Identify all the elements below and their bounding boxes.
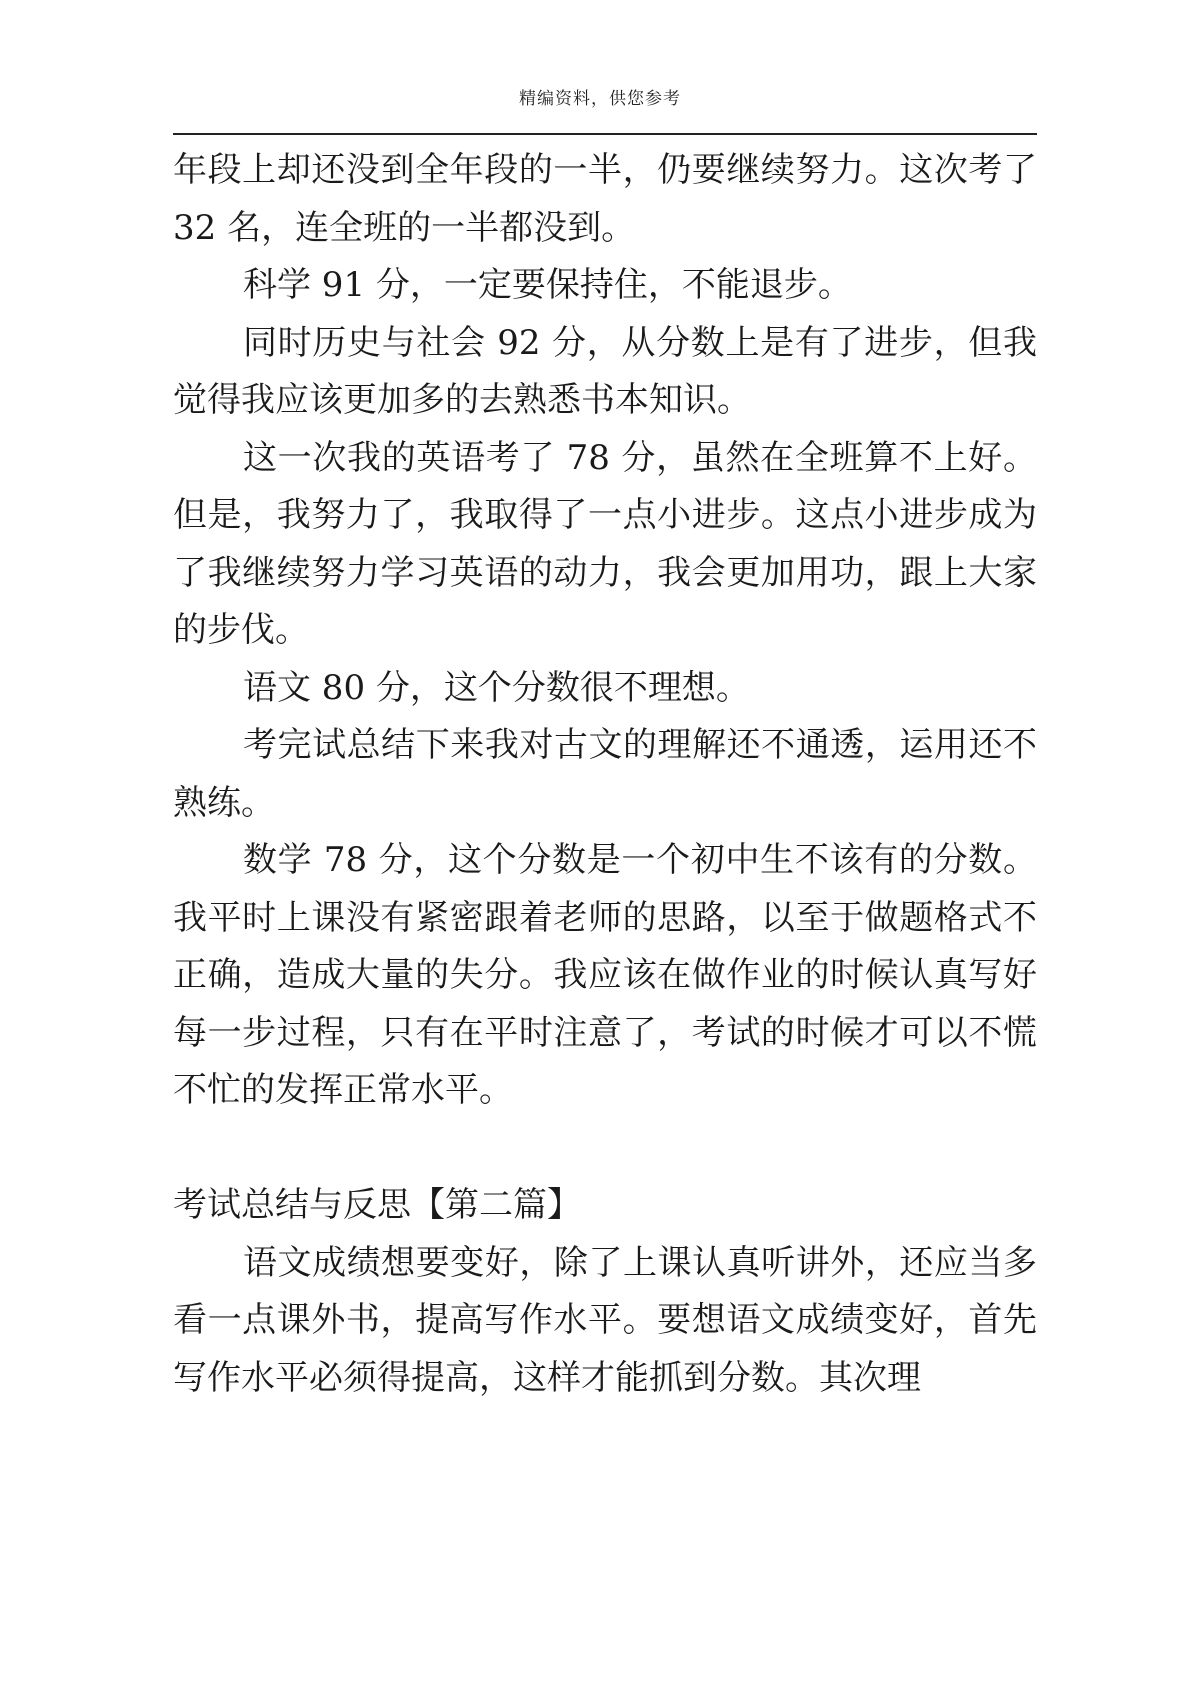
section-paragraph: 语文成绩想要变好，除了上课认真听讲外，还应当多看一点课外书，提高写作水平。要想语文成绩变好，首先写作水平必须得提高，这样才能抓到分数。其次理 <box>173 1242 1037 1398</box>
paragraph-history-society: 同时历史与社会 92 分，从分数上是有了进步，但我觉得我应该更加多的去熟悉书本知识。 <box>173 322 1037 420</box>
paragraph-continuation: 年段上却还没到全年段的一半，仍要继续努力。这次考了 32 名，连全班的一半都没到。 <box>173 150 1037 248</box>
paragraph-math: 数学 78 分，这个分数是一个初中生不该有的分数。我平时上课没有紧密跟着老师的思路，以至于做题格式不正确，造成大量的失分。我应该在做作业的时候认真写好每一步过程，只有在平时注意了，考试的时候才可以不慌不忙的发挥正常水平。 <box>173 840 1037 1110</box>
header-divider <box>173 133 1037 135</box>
document-body <box>173 142 1037 1407</box>
paragraph-english: 这一次我的英语考了 78 分，虽然在全班算不上好。但是，我努力了，我取得了一点小进步。这点小进步成为了我继续努力学习英语的动力，我会更加用功，跟上大家的步伐。 <box>173 437 1037 650</box>
paragraph-chinese: 语文 80 分，这个分数很不理想。 <box>243 667 750 708</box>
paragraph-science: 科学 91 分，一定要保持住，不能退步。 <box>243 265 852 305</box>
page-header: 精编资料，供您参考 <box>519 89 681 109</box>
section-title: 考试总结与反思【第二篇】 <box>173 1185 581 1225</box>
paragraph-classical-chinese: 考完试总结下来我对古文的理解还不通透，运用还不熟练。 <box>173 725 1037 823</box>
section-spacer <box>173 1120 1037 1178</box>
